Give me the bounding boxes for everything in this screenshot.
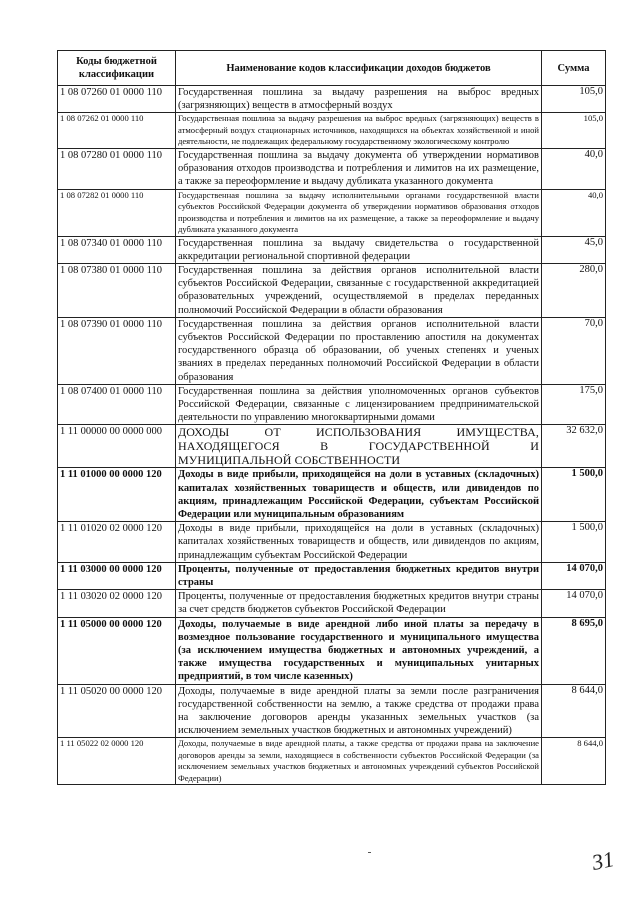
table-row — [58, 684, 606, 738]
budget-classification-table — [57, 50, 606, 785]
table-header-row — [58, 51, 606, 86]
row-name: Доходы, получаемые в виде арендной платы, а также средства от продажи права на заключение договоров аренды за земли, находящиеся в собственности субъектов Российской Федерации (за исключением земельных участков бюджетных и автономных учреждений субъектов Российской Федерации) — [176, 738, 542, 785]
row-name: Проценты, полученные от предоставления бюджетных кредитов внутри страны — [176, 562, 542, 589]
row-code: 1 08 07260 01 0000 110 — [58, 86, 176, 113]
row-sum: 175,0 — [542, 384, 606, 425]
row-sum: 105,0 — [542, 113, 606, 149]
table-row — [58, 738, 606, 785]
table-row — [58, 522, 606, 563]
table-row — [58, 189, 606, 236]
table-row — [58, 562, 606, 589]
row-name: Государственная пошлина за выдачу разрешения на выброс вредных (загрязняющих) веществ в атмосферный воздух — [176, 86, 542, 113]
table-row — [58, 617, 606, 684]
row-code: 1 08 07280 01 0000 110 — [58, 148, 176, 189]
row-code: 1 11 00000 00 0000 000 — [58, 425, 176, 468]
row-sum: 14 070,0 — [542, 590, 606, 617]
row-code: 1 11 03020 02 0000 120 — [58, 590, 176, 617]
row-name: Проценты, полученные от предоставления бюджетных кредитов внутри страны за счет средств бюджетов субъектов Российской Федерации — [176, 590, 542, 617]
row-sum: 32 632,0 — [542, 425, 606, 468]
row-name: ДОХОДЫ ОТ ИСПОЛЬЗОВАНИЯ ИМУЩЕСТВА, НАХОДЯЩЕГОСЯ В ГОСУДАРСТВЕННОЙ И МУНИЦИПАЛЬНОЙ СОБСТВЕННОСТИ — [176, 425, 542, 468]
row-name: Государственная пошлина за выдачу исполнительными органами государственной власти субъектов Российской Федерации документа об утверждении нормативов образования отходов производства и потребления и лимитов на их размещение, а также за переоформление и выдачу дубликата указанного документа — [176, 189, 542, 236]
row-code: 1 08 07262 01 0000 110 — [58, 113, 176, 149]
table-row — [58, 148, 606, 189]
row-name: Доходы в виде прибыли, приходящейся на доли в уставных (складочных) капиталах хозяйственных товариществ и обществ, или дивидендов по акциям, принадлежащим Российской Федерации, субъектам Российской Федерации или муниципальным образованиям — [176, 468, 542, 522]
row-sum: 8 644,0 — [542, 684, 606, 738]
row-code: 1 11 05022 02 0000 120 — [58, 738, 176, 785]
row-code: 1 08 07282 01 0000 110 — [58, 189, 176, 236]
row-name: Доходы в виде прибыли, приходящейся на доли в уставных (складочных) капиталах хозяйственных товариществ и обществ, или дивидендов по акциям, принадлежащим субъектам Российской Федерации — [176, 522, 542, 563]
row-name: Доходы, получаемые в виде арендной платы за земли после разграничения государственной собственности на землю, а также средства от продажи права на заключение договоров аренды указанных земельных участков (за исключением земельных участков бюджетных и автономных учреждений) — [176, 684, 542, 738]
row-code: 1 11 01020 02 0000 120 — [58, 522, 176, 563]
row-sum: 40,0 — [542, 189, 606, 236]
row-sum: 1 500,0 — [542, 522, 606, 563]
row-code: 1 11 05000 00 0000 120 — [58, 617, 176, 684]
row-sum: 8 644,0 — [542, 738, 606, 785]
row-code: 1 08 07390 01 0000 110 — [58, 317, 176, 384]
table-body — [58, 86, 606, 785]
row-name: Доходы, получаемые в виде арендной либо иной платы за передачу в возмездное пользование государственного и муниципального имущества (за исключением имущества бюджетных и автономных учреждений, а также имущества государственных и муниципальных унитарных предприятий, в том числе казенных) — [176, 617, 542, 684]
row-name: Государственная пошлина за выдачу документа об утверждении нормативов образования отходов производства и потребления и лимитов на их размещение, а также за переоформление и выдачу дубликата указанного документа — [176, 148, 542, 189]
table-row — [58, 425, 606, 468]
row-name: Государственная пошлина за выдачу разрешения на выброс вредных (загрязняющих) веществ в атмосферный воздух стационарных источников, находящихся на объектах хозяйственной и иной деятельности, не подлежащих федеральному государственному экологическому контролю — [176, 113, 542, 149]
row-code: 1 08 07400 01 0000 110 — [58, 384, 176, 425]
table-row — [58, 86, 606, 113]
row-sum: 105,0 — [542, 86, 606, 113]
table-row — [58, 590, 606, 617]
header-code: Коды бюджетной классификации — [58, 51, 176, 86]
row-name: Государственная пошлина за действия уполномоченных органов субъектов Российской Федерации, связанные с лицензированием предпринимательской деятельности по управлению многоквартирными домами — [176, 384, 542, 425]
table-row — [58, 263, 606, 317]
page-number: 31 — [589, 845, 617, 876]
row-code: 1 11 01000 00 0000 120 — [58, 468, 176, 522]
row-name: Государственная пошлина за выдачу свидетельства о государственной аккредитации региональной спортивной федерации — [176, 236, 542, 263]
row-sum: 14 070,0 — [542, 562, 606, 589]
row-sum: 8 695,0 — [542, 617, 606, 684]
table-row — [58, 317, 606, 384]
row-sum: 70,0 — [542, 317, 606, 384]
table-row — [58, 236, 606, 263]
row-sum: 280,0 — [542, 263, 606, 317]
table-row — [58, 113, 606, 149]
row-code: 1 08 07380 01 0000 110 — [58, 263, 176, 317]
scan-speck — [368, 852, 371, 853]
row-code: 1 11 03000 00 0000 120 — [58, 562, 176, 589]
row-code: 1 08 07340 01 0000 110 — [58, 236, 176, 263]
row-sum: 45,0 — [542, 236, 606, 263]
table-row — [58, 384, 606, 425]
row-code: 1 11 05020 00 0000 120 — [58, 684, 176, 738]
row-sum: 1 500,0 — [542, 468, 606, 522]
row-name: Государственная пошлина за действия органов исполнительной власти субъектов Российской Федерации по проставлению апостиля на документах государственного образца об образовании, об ученых степенях и ученых званиях в пределах переданных полномочий Российской Федерации в области образования — [176, 317, 542, 384]
header-sum: Сумма — [542, 51, 606, 86]
header-name: Наименование кодов классификации доходов бюджетов — [176, 51, 542, 86]
row-name: Государственная пошлина за действия органов исполнительной власти субъектов Российской Федерации, связанные с государственной аккредитацией образовательных учреждений, осуществляемой в пределах переданных полномочий Российской Федерации в области образования — [176, 263, 542, 317]
row-sum: 40,0 — [542, 148, 606, 189]
table-row — [58, 468, 606, 522]
